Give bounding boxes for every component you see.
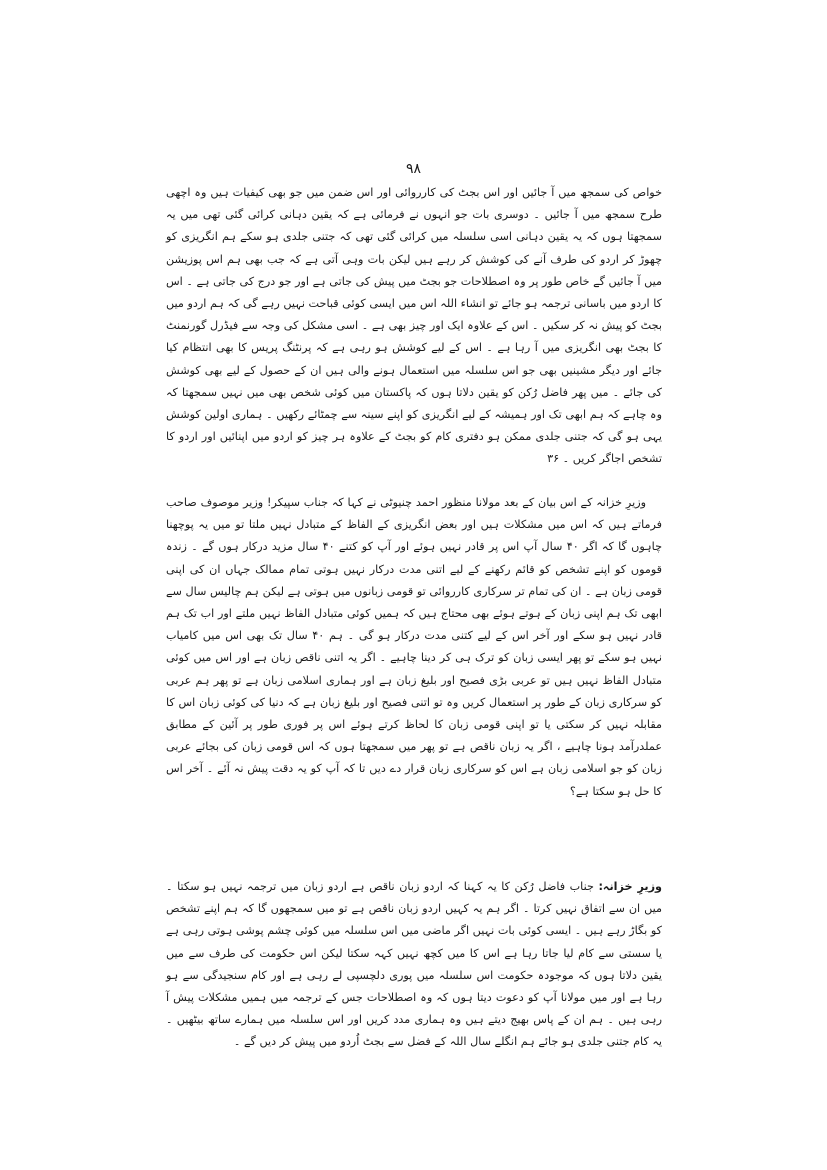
paragraph-finance-minister-statement bbox=[166, 182, 662, 471]
paragraph-maulana-question bbox=[166, 492, 662, 803]
paragraph-finance-minister-reply bbox=[166, 876, 662, 1054]
speaker-label: وزیرِ خزانہ: bbox=[598, 880, 662, 893]
paragraph-text: وزیرِ خزانہ کے اس بیان کے بعد مولانا منظور احمد چنیوٹی نے کہا کہ جناب سپیکر! وزیر موصوف صاحب فرماتے ہیں کہ اس میں مشکلات ہیں اور بعض انگریزی کے الفاظ کے متبادل نہیں ملتا تو میں یہ پوچھنا چاہوں گا کہ اگر ۴۰ سال آپ اس پر قادر نہیں ہوئے اور آپ کو کتنے ۴۰ سال مزید درکار ہوں گے ۔ زندہ قوموں کو اپنے تشخص کو قائم رکھنے کے لیے اتنی مدت درکار نہیں ہوتی تمام ممالک جہاں ان کی اپنی قومی زبان ہے ۔ ان کی تمام تر سرکاری کارروائی تو قومی زبانوں میں ہوتی ہے لیکن ہم چالیس سال سے ابھی تک ہم اپنی زبان کے ہوتے ہوئے بھی محتاج ہیں کہ ہمیں کوئی متبادل الفاظ نہیں ملتے اور اب تک ہم قادر نہیں ہو سکے اور آخر اس کے لیے کتنی مدت درکار ہو گی ۔ ہم ۴۰ سال تک بھی اس میں کامیاب نہیں ہو سکے تو پھر ایسی زبان کو ترک ہی کر دینا چاہیے ۔ اگر یہ اتنی ناقص زبان ہے اور اس میں کوئی متبادل الفاظ نہیں ہیں تو عربی بڑی فصیح اور بلیغ زبان ہے اور ہماری اسلامی زبان ہے تو پھر ہم عربی کو سرکاری زبان کے طور پر استعمال کریں وہ تو اتنی فصیح اور بلیغ زبان ہے کہ دنیا کی کوئی زبان اس کا مقابلہ نہیں کر سکتی یا تو اپنی قومی زبان کا لحاظ کرتے ہوئے اس پر فوری طور پر آئین کے مطابق عملدرآمد ہونا چاہیے ، اگر یہ زبان ناقص ہے تو پھر میں سمجھتا ہوں کہ اس قومی زبان کی بجائے عربی زبان کو جو اسلامی زبان ہے اس کو سرکاری زبان قرار دے دیں تا کہ آپ کو یہ دقت پیش نہ آئے ۔ آخر اس کا حل ہو سکتا ہے؟ bbox=[166, 496, 662, 798]
page-number: ۹۸ bbox=[405, 161, 422, 177]
paragraph-text: خواص کی سمجھ میں آ جائیں اور اس بجٹ کی کارروائی اور اس ضمن میں جو بھی کیفیات ہیں وہ اچھی طرح سمجھ میں آ جائیں ۔ دوسری بات جو انہوں نے فرمائی ہے کہ یقین دہانی کرائی گئی تھی میں یہ سمجھتا ہوں کہ یہ یقین دہانی اسی سلسلہ میں کرائی گئی تھی کہ جتنی جلدی ہو سکے ہم انگریزی کو چھوڑ کر اردو کی طرف آنے کی کوشش کر رہے ہیں لیکن بات وہی آتی ہے کہ جب بھی ہم اس پوزیشن میں آ جائیں گے خاص طور پر وہ اصطلاحات جو بجٹ میں پیش کی جاتی ہے اور جو درج کی جاتی ہے ۔ اس کا اردو میں باسانی ترجمہ ہو جائے تو انشاء اللہ اس میں ایسی کوئی قباحت نہیں رہے گی کہ ہم اردو میں بجٹ کو پیش نہ کر سکیں ۔ اس کے علاوہ ایک اور چیز بھی ہے ۔ اسی مشکل کی وجہ سے فیڈرل گورنمنٹ کا بجٹ بھی انگریزی میں آ رہا ہے ۔ اس کے لیے کوشش ہو رہی ہے کہ پرنٹنگ پریس کا بھی انتظام کیا جائے اور دیگر مشینیں بھی جو اس سلسلہ میں استعمال ہونے والی ہیں ان کے حصول کے لیے بھی کوشش کی جائے ۔ میں پھر فاضل رُکن کو یقین دلاتا ہوں کہ پاکستان میں کوئی شخص بھی میں نہیں سمجھتا کہ وہ چاہے کہ ہم ابھی تک اور ہمیشہ کے لیے انگریزی کو اپنے سینہ سے چمٹائے رکھیں ۔ ہماری اولین کوشش یہی ہو گی کہ جتنی جلدی ممکن ہو دفتری کام کو بجٹ کے علاوہ ہر چیز کو اردو میں اپنائیں اور اردو کا تشخص اجاگر کریں ۔ ۳۶ bbox=[166, 186, 662, 466]
paragraph-text: جناب فاضل رُکن کا یہ کہنا کہ اردو زبان ناقص ہے اردو زبان میں ترجمہ نہیں ہو سکتا ۔ میں ان سے اتفاق نہیں کرتا ۔ اگر ہم یہ کہیں اردو زبان ناقص ہے تو میں سمجھوں گا کہ ہم اپنے تشخص کو بگاڑ رہے ہیں ۔ ایسی کوئی بات نہیں اگر ماضی میں اس سلسلہ میں کوئی چشم پوشی ہوتی رہی ہے یا سستی سے کام لیا جاتا رہا ہے اس کا میں کچھ نہیں کہہ سکتا لیکن اس حکومت کی طرف سے میں یقین دلاتا ہوں کہ موجودہ حکومت اس سلسلہ میں پوری دلچسپی لے رہی ہے اور کام سنجیدگی سے ہو رہا ہے اور میں مولانا آپ کو دعوت دیتا ہوں کہ وہ اصطلاحات جس کے ترجمہ میں ہمیں مشکلات پیش آ رہی ہیں ۔ ہم ان کے پاس بھیج دیتے ہیں وہ ہماری مدد کریں اور اس سلسلہ میں ہمارے ساتھ بیٹھیں ۔ یہ کام جتنی جلدی ہو جائے ہم انگلے سال اللہ کے فضل سے بجٹ اُردو میں پیش کر دیں گے ۔ bbox=[166, 880, 662, 1049]
paragraph-body bbox=[166, 876, 662, 1054]
